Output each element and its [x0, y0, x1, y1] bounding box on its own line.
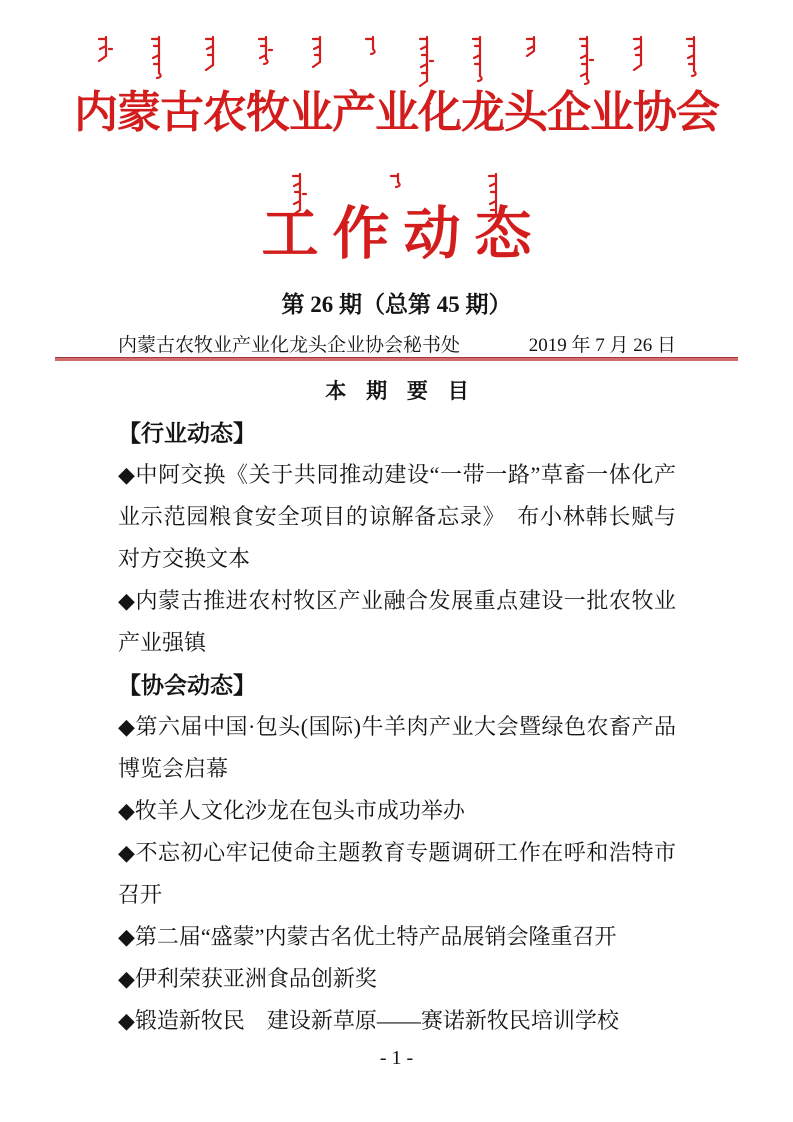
issue-date: 2019 年 7 月 26 日: [528, 335, 676, 356]
mongolian-word-icon: [95, 35, 115, 62]
diamond-bullet-icon: ◆: [118, 924, 135, 949]
diamond-bullet-icon: ◆: [118, 1008, 135, 1033]
bulletin-title: 工作动态: [261, 203, 546, 266]
toc-item: [118, 1000, 676, 1042]
toc-item-text: 内蒙古推进农村牧区产业融合发展重点建设一批农牧业产业强镇: [118, 588, 676, 655]
mongolian-word-icon: [362, 35, 382, 55]
diamond-bullet-icon: ◆: [118, 798, 135, 823]
divider-rule: [55, 357, 738, 361]
section-header-industry: 【行业动态】: [118, 420, 256, 446]
toc-item-text: 锻造新牧民 建设新草原——赛诺新牧民培训学校: [134, 1008, 619, 1033]
mongolian-word-icon: [387, 172, 407, 188]
toc-item-text: 第二届“盛蒙”内蒙古名优土特产品展销会隆重召开: [134, 924, 617, 949]
toc-title: 本 期 要 目: [325, 380, 476, 403]
mongolian-word-icon: [202, 35, 222, 71]
toc-item: [118, 580, 676, 664]
mongolian-word-icon: [255, 35, 275, 65]
publisher-row: [118, 334, 676, 358]
diamond-bullet-icon: ◆: [118, 714, 136, 739]
toc-item: [118, 916, 676, 958]
toc-item-text: 伊利荣获亚洲食品创新奖: [134, 966, 377, 991]
diamond-bullet-icon: ◆: [118, 462, 136, 487]
mongolian-word-icon: [469, 35, 489, 82]
toc-item: [118, 706, 676, 790]
mongolian-word-icon: [576, 35, 596, 85]
diamond-bullet-icon: ◆: [118, 588, 136, 613]
toc-item: [118, 832, 676, 916]
toc-item-text: 牧羊人文化沙龙在包头市成功举办: [134, 798, 465, 823]
toc-item: [118, 454, 676, 580]
toc-item: [118, 790, 676, 832]
publisher: 内蒙古农牧业产业化龙头企业协会秘书处: [118, 335, 461, 356]
mongolian-word-icon: [148, 35, 168, 79]
diamond-bullet-icon: ◆: [118, 966, 135, 991]
mongolian-word-icon: [309, 35, 329, 68]
issue-line: 第 26 期（总第 45 期）: [281, 292, 512, 317]
mongolian-word-icon: [630, 35, 650, 71]
toc-item-text: 不忘初心牢记使命主题教育专题调研工作在呼和浩特市召开: [118, 840, 676, 907]
diamond-bullet-icon: ◆: [118, 840, 136, 865]
mongolian-script-row-top: [95, 35, 703, 87]
mongolian-word-icon: [523, 35, 543, 57]
mongolian-word-icon: [683, 35, 703, 77]
toc: [118, 372, 676, 1042]
section-header-association: 【协会动态】: [118, 672, 256, 698]
org-title: 内蒙古农牧业产业化龙头企业协会: [74, 88, 719, 137]
mongolian-word-icon: [416, 35, 436, 87]
toc-item-text: 第六届中国·包头(国际)牛羊肉产业大会暨绿色农畜产品博览会启幕: [118, 714, 677, 781]
page-number: - 1 -: [379, 1047, 414, 1069]
toc-item-text: 中阿交换《关于共同推动建设“一带一路”草畜一体化产业示范园粮食安全项目的谅解备忘录》 布小林韩长赋与对方交换文本: [118, 462, 677, 571]
toc-item: [118, 958, 676, 1000]
